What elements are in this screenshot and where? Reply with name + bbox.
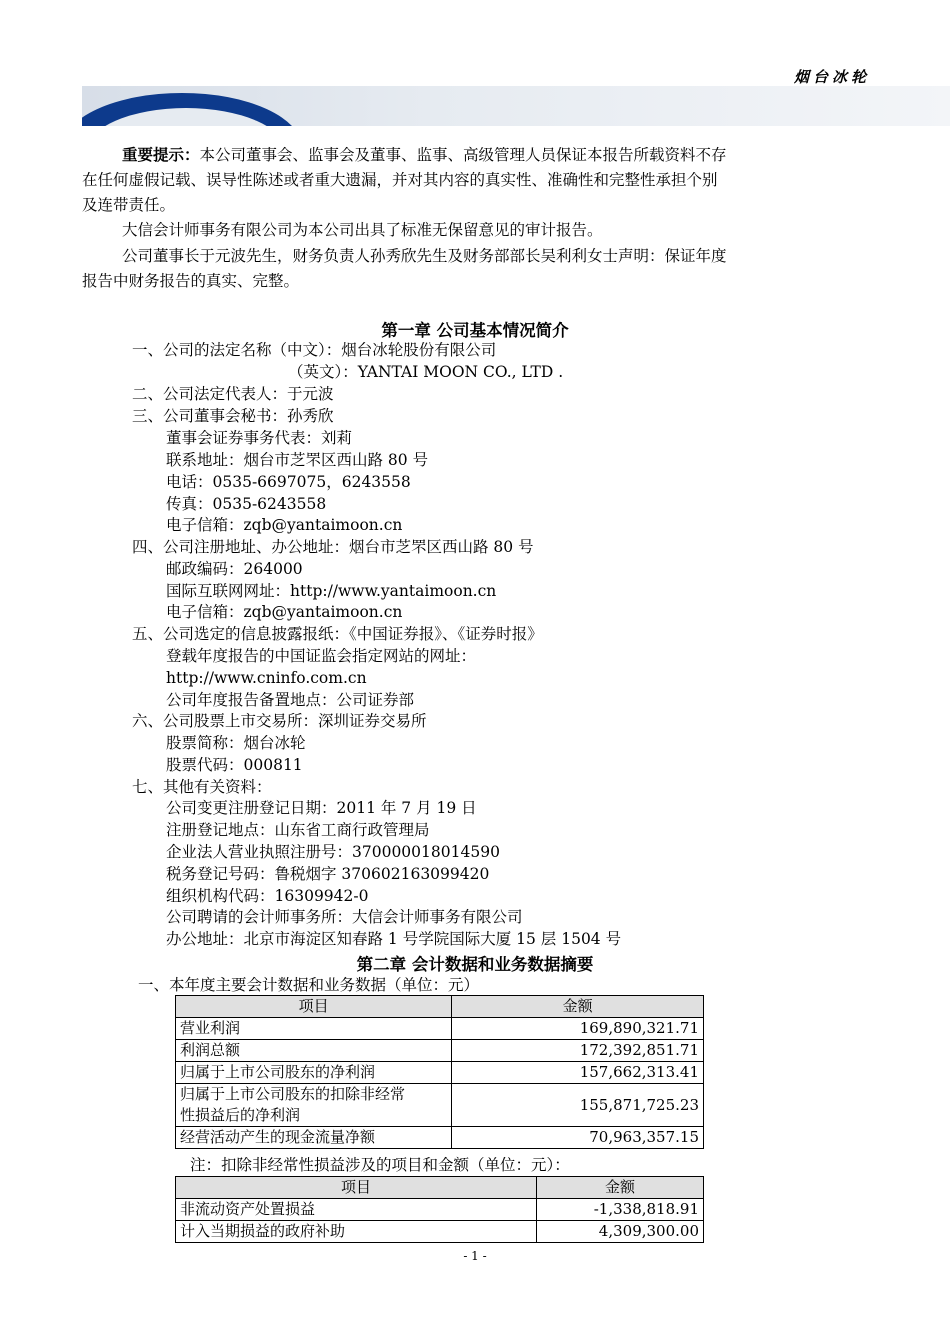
info-line: 邮政编码：264000: [166, 560, 303, 578]
row-label: 经营活动产生的现金流量净额: [176, 1127, 452, 1149]
row-label: 非流动资产处置损益: [176, 1199, 537, 1221]
info-line: 电话：0535-6697075，6243558: [166, 473, 411, 491]
info-line: 注册登记地点：山东省工商行政管理局: [166, 821, 430, 839]
notice-line-6: 报告中财务报告的真实、完整。: [82, 272, 300, 290]
header-logo-swoosh: [82, 86, 950, 126]
info-line: 股票代码：000811: [166, 756, 303, 774]
notice-line-5: 公司董事长于元波先生，财务负责人孙秀欣先生及财务部部长吴利利女士声明：保证年度: [122, 247, 727, 265]
row-label-line: 性损益后的净利润: [180, 1106, 301, 1124]
nonrecurring-table: [175, 1176, 704, 1243]
info-line: 公司变更注册登记日期：2011 年 7 月 19 日: [166, 799, 477, 817]
row-label: 营业利润: [176, 1018, 452, 1040]
info-line: 股票简称：烟台冰轮: [166, 734, 306, 752]
info-line: 七、其他有关资料：: [132, 778, 272, 796]
row-label-line: 归属于上市公司股东的扣除非经常: [180, 1085, 406, 1103]
row-value: 70,963,357.15: [452, 1127, 704, 1149]
table-row: [176, 1062, 704, 1084]
main-data-table: [175, 995, 704, 1149]
page-number: - 1 -: [463, 1249, 487, 1263]
info-line: http://www.cninfo.com.cn: [166, 669, 367, 687]
info-line: 传真：0535-6243558: [166, 495, 327, 513]
info-line: （英文）：YANTAI MOON CO., LTD .: [288, 363, 564, 381]
info-line: 五、公司选定的信息披露报纸：《中国证券报》、《证券时报》: [132, 625, 543, 643]
row-label: 利润总额: [176, 1040, 452, 1062]
notice-label: 重要提示：: [122, 145, 200, 164]
table-header-row: [176, 1177, 704, 1199]
info-line: 公司年度报告备置地点：公司证券部: [166, 691, 415, 709]
info-line: 国际互联网网址：http://www.yantaimoon.cn: [166, 582, 497, 600]
info-line: 联系地址：烟台市芝罘区西山路 80 号: [166, 451, 429, 469]
row-value: 172,392,851.71: [452, 1040, 704, 1062]
table-row: [176, 1199, 704, 1221]
chapter-2-title: 第二章 会计数据和业务数据摘要: [356, 955, 594, 974]
table-row: [176, 1018, 704, 1040]
notice-line-4: 大信会计师事务有限公司为本公司出具了标准无保留意见的审计报告。: [122, 221, 603, 239]
info-line: 税务登记号码：鲁税烟字 370602163099420: [166, 865, 490, 883]
row-label: [176, 1084, 452, 1127]
info-line: 电子信箱：zqb@yantaimoon.cn: [166, 516, 403, 534]
table-row: [176, 1084, 704, 1127]
notice-text: 本公司董事会、监事会及董事、监事、高级管理人员保证本报告所载资料不存: [199, 146, 727, 164]
info-line: 电子信箱：zqb@yantaimoon.cn: [166, 603, 403, 621]
table-row: [176, 1221, 704, 1243]
column-header: 项目: [176, 1177, 537, 1199]
note-line: 注：扣除非经常性损益涉及的项目和金额（单位：元）：: [190, 1156, 570, 1174]
row-value: 4,309,300.00: [537, 1221, 704, 1243]
info-line: 企业法人营业执照注册号：370000018014590: [166, 843, 500, 861]
column-header: 项目: [176, 996, 452, 1018]
section-1-heading: 一、本年度主要会计数据和业务数据（单位：元）: [138, 976, 480, 994]
info-line: 三、公司董事会秘书：孙秀欣: [132, 407, 334, 425]
table-row: [176, 1040, 704, 1062]
row-value: -1,338,818.91: [537, 1199, 704, 1221]
row-value: 155,871,725.23: [452, 1084, 704, 1127]
header-banner: [82, 86, 950, 126]
info-line: 组织机构代码：16309942-0: [166, 887, 369, 905]
notice-line-2: 在任何虚假记载、误导性陈述或者重大遗漏，并对其内容的真实性、准确性和完整性承担个别: [82, 171, 718, 189]
info-line: 办公地址：北京市海淀区知春路 1 号学院国际大厦 15 层 1504 号: [166, 930, 622, 948]
info-line: 四、公司注册地址、办公地址：烟台市芝罘区西山路 80 号: [132, 538, 534, 556]
notice-line-3: 及连带责任。: [82, 196, 176, 214]
row-value: 169,890,321.71: [452, 1018, 704, 1040]
chapter-1-title: 第一章 公司基本情况简介: [381, 321, 569, 340]
row-value: 157,662,313.41: [452, 1062, 704, 1084]
info-line: 登载年度报告的中国证监会指定网站的网址：: [166, 647, 477, 665]
info-line: 董事会证券事务代表：刘莉: [166, 429, 353, 447]
row-label: 计入当期损益的政府补助: [176, 1221, 537, 1243]
column-header: 金额: [537, 1177, 704, 1199]
table-header-row: [176, 996, 704, 1018]
header-company-name: 烟台冰轮: [793, 68, 870, 86]
info-line: 六、公司股票上市交易所：深圳证券交易所: [132, 712, 427, 730]
info-line: 公司聘请的会计师事务所：大信会计师事务有限公司: [166, 908, 523, 926]
notice-line-1: [122, 144, 727, 166]
info-line: 一、公司的法定名称（中文）：烟台冰轮股份有限公司: [132, 341, 497, 359]
info-line: 二、公司法定代表人：于元波: [132, 385, 334, 403]
column-header: 金额: [452, 996, 704, 1018]
row-label: 归属于上市公司股东的净利润: [176, 1062, 452, 1084]
table-row: [176, 1127, 704, 1149]
